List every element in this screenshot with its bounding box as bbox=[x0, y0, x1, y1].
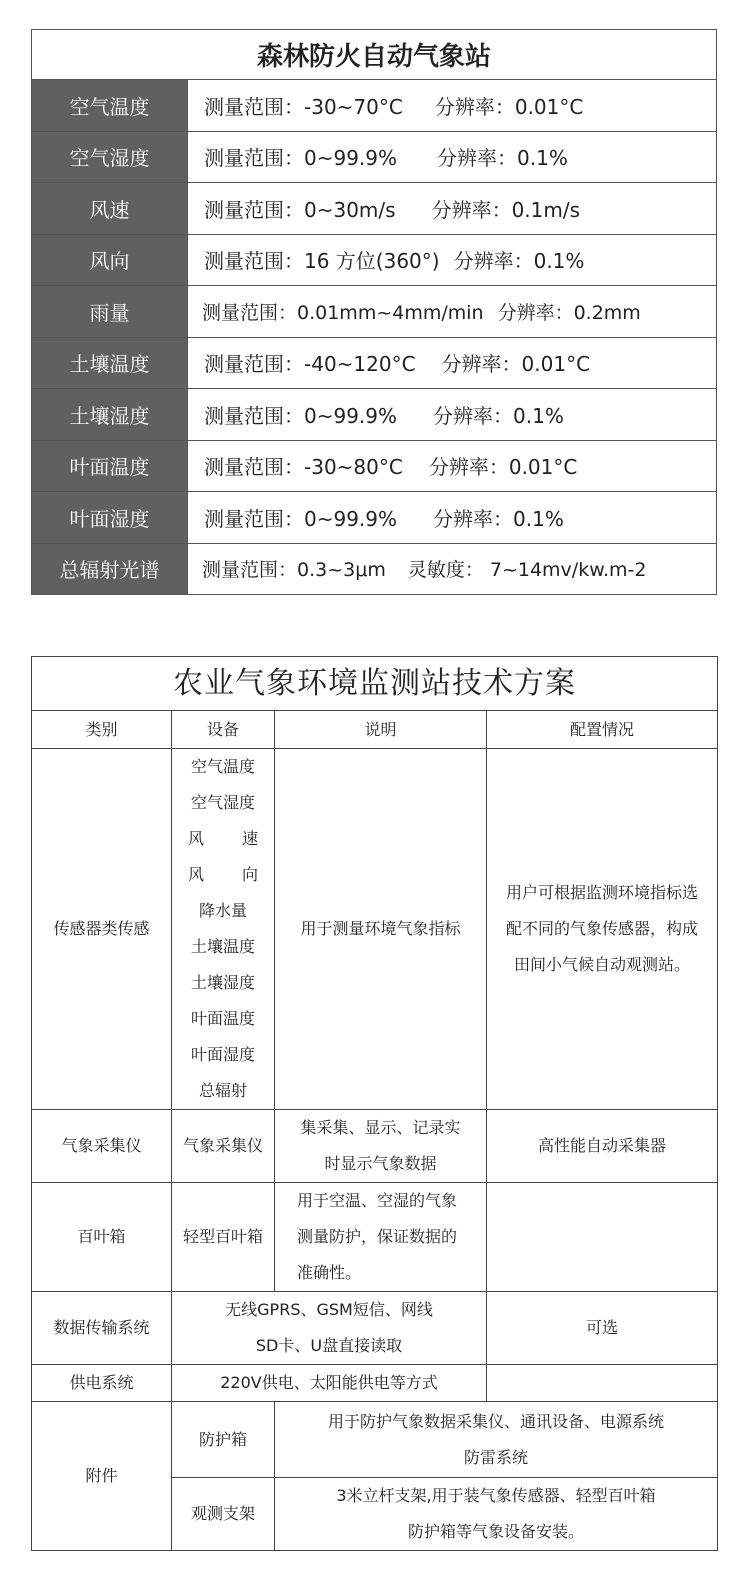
device-item: 总辐射 bbox=[198, 1081, 247, 1100]
spec-row bbox=[32, 183, 717, 235]
spec-resolution: 分辨率：0.2mm bbox=[497, 301, 641, 324]
box-description bbox=[275, 1402, 718, 1478]
sensors-config: 用户可根据监测环境指标选配不同的气象传感器，构成田间小气候自动观测站。 bbox=[487, 749, 718, 1110]
sensors-description: 用于测量环境气象指标 bbox=[275, 749, 487, 1110]
spec-range: 测量范围：-30~80°C bbox=[204, 455, 403, 480]
spec-range: 测量范围：0.01mm~4mm/min bbox=[202, 301, 484, 324]
spec-label: 空气湿度 bbox=[32, 131, 188, 183]
spec-resolution: 分辨率：0.1% bbox=[453, 249, 585, 274]
spec-value bbox=[188, 131, 717, 183]
accessory-box-row bbox=[32, 1402, 718, 1478]
spec-range: 测量范围：-40~120°C bbox=[204, 352, 416, 377]
header-category: 类别 bbox=[32, 711, 172, 749]
header-config: 配置情况 bbox=[487, 711, 718, 749]
stand-line: 防护箱等气象设备安装。 bbox=[407, 1522, 584, 1541]
collector-description: 集采集、显示、记录实时显示气象数据 bbox=[275, 1110, 487, 1183]
spec-resolution: 分辨率：0.01°C bbox=[434, 94, 584, 119]
spec-row bbox=[32, 543, 717, 595]
device-item: 叶面温度 bbox=[190, 1009, 255, 1028]
shelter-device: 轻型百叶箱 bbox=[172, 1183, 275, 1292]
spec-label: 雨量 bbox=[32, 286, 188, 338]
spec-range: 测量范围：0~30m/s bbox=[204, 197, 396, 222]
spec-resolution: 分辨率：0.01°C bbox=[428, 455, 578, 480]
spec-label: 风向 bbox=[32, 234, 188, 286]
sensors-device-list bbox=[172, 749, 275, 1110]
collector-config: 高性能自动采集器 bbox=[487, 1110, 718, 1183]
device-item: 风 向 bbox=[188, 865, 258, 884]
spec-value bbox=[188, 80, 717, 132]
device-item: 风 速 bbox=[188, 829, 258, 848]
transmission-category: 数据传输系统 bbox=[32, 1292, 172, 1365]
stand-device: 观测支架 bbox=[172, 1478, 275, 1551]
box-line: 用于防护气象数据采集仪、通讯设备、电源系统 bbox=[327, 1411, 664, 1431]
spec-value bbox=[188, 492, 717, 544]
spec-label: 土壤湿度 bbox=[32, 389, 188, 441]
spec-range: 测量范围：-30~70°C bbox=[204, 94, 403, 119]
device-item: 空气温度 bbox=[190, 757, 255, 776]
spec-resolution: 分辨率：0.1% bbox=[437, 146, 568, 171]
stand-description bbox=[275, 1478, 718, 1551]
spec-row bbox=[32, 337, 717, 389]
header-device: 设备 bbox=[172, 711, 275, 749]
stand-line: 3米立杆支架,用于装气象传感器、轻型百叶箱 bbox=[336, 1486, 656, 1505]
device-item: 土壤湿度 bbox=[190, 973, 255, 992]
spec-label: 总辐射光谱 bbox=[32, 543, 188, 595]
spec-value bbox=[188, 337, 717, 389]
transmission-line: 无线GPRS、GSM短信、网线 bbox=[225, 1300, 433, 1319]
spec-value bbox=[188, 286, 717, 338]
spec-row bbox=[32, 286, 717, 338]
spec-row bbox=[32, 389, 717, 441]
spec-value bbox=[188, 543, 717, 595]
spec-row bbox=[32, 440, 717, 492]
table1-title: 森林防火自动气象站 bbox=[32, 30, 717, 80]
header-row bbox=[32, 711, 718, 749]
sensors-category: 传感器类传感 bbox=[32, 749, 172, 1110]
spec-row bbox=[32, 234, 717, 286]
table2-title: 农业气象环境监测站技术方案 bbox=[32, 657, 718, 711]
sensors-row bbox=[32, 749, 718, 1110]
shelter-category: 百叶箱 bbox=[32, 1183, 172, 1292]
collector-row bbox=[32, 1110, 718, 1183]
accessories-category: 附件 bbox=[32, 1402, 172, 1551]
spec-sensitivity: 灵敏度： 7~14mv/kw.m-2 bbox=[407, 559, 647, 582]
spec-range: 测量范围：16 方位(360°) bbox=[204, 249, 440, 274]
transmission-line: SD卡、U盘直接读取 bbox=[255, 1336, 403, 1355]
spec-resolution: 分辨率：0.01°C bbox=[441, 352, 591, 377]
spec-value bbox=[188, 183, 717, 235]
power-description: 220V供电、太阳能供电等方式 bbox=[172, 1365, 487, 1402]
collector-category: 气象采集仪 bbox=[32, 1110, 172, 1183]
collector-device: 气象采集仪 bbox=[172, 1110, 275, 1183]
spec-value bbox=[188, 389, 717, 441]
agri-station-plan-table bbox=[31, 656, 718, 1551]
spec-label: 风速 bbox=[32, 183, 188, 235]
spec-value bbox=[188, 440, 717, 492]
transmission-row bbox=[32, 1292, 718, 1365]
spec-row bbox=[32, 131, 717, 183]
spec-range: 测量范围：0~99.9% bbox=[204, 146, 398, 171]
power-category: 供电系统 bbox=[32, 1365, 172, 1402]
shelter-row bbox=[32, 1183, 718, 1292]
spec-label: 叶面湿度 bbox=[32, 492, 188, 544]
spec-label: 叶面温度 bbox=[32, 440, 188, 492]
spec-resolution: 分辨率：0.1% bbox=[433, 403, 564, 428]
device-item: 土壤温度 bbox=[190, 937, 255, 956]
device-item: 空气湿度 bbox=[190, 793, 255, 812]
spec-resolution: 分辨率：0.1m/s bbox=[431, 197, 581, 222]
spec-label: 空气温度 bbox=[32, 80, 188, 132]
spec-label: 土壤温度 bbox=[32, 337, 188, 389]
device-item: 叶面湿度 bbox=[190, 1045, 255, 1064]
spec-row bbox=[32, 80, 717, 132]
forest-fire-station-table bbox=[31, 29, 717, 595]
shelter-description: 用于空温、空湿的气象测量防护，保证数据的准确性。 bbox=[275, 1183, 487, 1292]
header-description: 说明 bbox=[275, 711, 487, 749]
spec-resolution: 分辨率：0.1% bbox=[433, 506, 564, 531]
spec-range: 测量范围：0~99.9% bbox=[204, 506, 398, 531]
spec-value bbox=[188, 234, 717, 286]
transmission-config: 可选 bbox=[487, 1292, 718, 1365]
device-item: 降水量 bbox=[198, 901, 247, 920]
box-line: 防雷系统 bbox=[463, 1447, 528, 1467]
shelter-config bbox=[487, 1183, 718, 1292]
spec-row bbox=[32, 492, 717, 544]
spec-range: 测量范围：0~99.9% bbox=[204, 403, 398, 428]
power-row bbox=[32, 1365, 718, 1402]
transmission-description bbox=[172, 1292, 487, 1365]
box-device: 防护箱 bbox=[172, 1402, 275, 1478]
power-config bbox=[487, 1365, 718, 1402]
spec-range: 测量范围：0.3~3μm bbox=[202, 559, 386, 582]
